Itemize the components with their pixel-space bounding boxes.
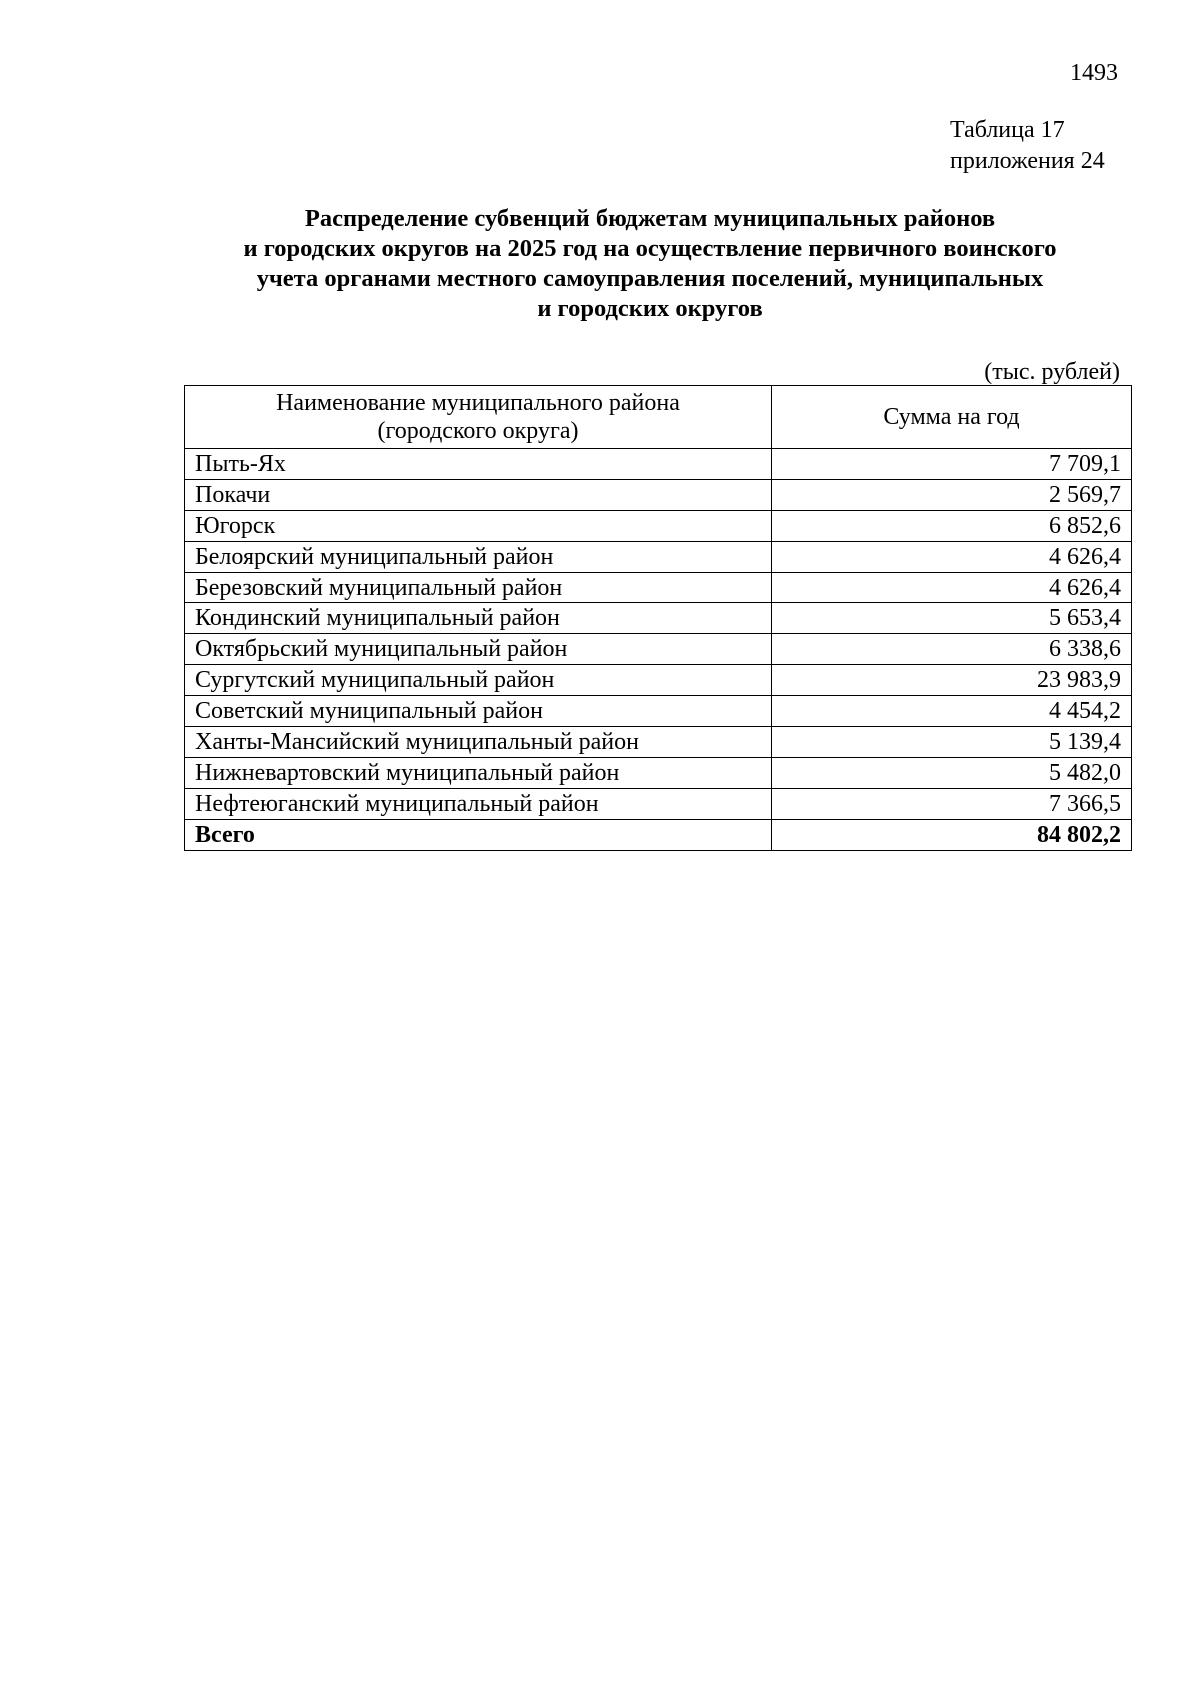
table-row (185, 696, 1132, 727)
table-row (185, 727, 1132, 758)
row-sum: 4 626,4 (772, 541, 1132, 572)
row-sum: 2 569,7 (772, 479, 1132, 510)
table-row (185, 449, 1132, 480)
header-name-column (185, 386, 772, 449)
row-name: Белоярский муниципальный район (185, 541, 772, 572)
document-title-line-1: Распределение субвенций бюджетам муниципальных районов (304, 205, 996, 232)
table-row (185, 603, 1132, 634)
row-name: Октябрьский муниципальный район (185, 634, 772, 665)
header-sum-column: Сумма на год (772, 386, 1132, 449)
row-name: Березовский муниципальный район (185, 572, 772, 603)
total-label: Всего (185, 819, 772, 850)
header-name-line-1: Наименование муниципального района (276, 390, 680, 416)
row-name: Сургутский муниципальный район (185, 665, 772, 696)
table-row (185, 510, 1132, 541)
table-row (185, 757, 1132, 788)
table-reference-line-2: приложения 24 (950, 148, 1105, 174)
total-row (185, 819, 1132, 850)
row-name: Нефтеюганский муниципальный район (185, 788, 772, 819)
units-label: (тыс. рублей) (984, 359, 1120, 385)
row-name: Югорск (185, 510, 772, 541)
row-sum: 23 983,9 (772, 665, 1132, 696)
table-row (185, 479, 1132, 510)
document-title (120, 204, 1180, 324)
row-name: Ханты-Мансийский муниципальный район (185, 727, 772, 758)
table-row (185, 572, 1132, 603)
row-name: Покачи (185, 479, 772, 510)
row-name: Кондинский муниципальный район (185, 603, 772, 634)
table-row (185, 541, 1132, 572)
total-sum: 84 802,2 (772, 819, 1132, 850)
table-reference (950, 115, 1105, 177)
table-row (185, 634, 1132, 665)
row-sum: 5 482,0 (772, 757, 1132, 788)
row-sum: 4 626,4 (772, 572, 1132, 603)
document-title-line-3: учета органами местного самоуправления поселений, муниципальных (256, 265, 1044, 292)
table-row (185, 788, 1132, 819)
row-name: Нижневартовский муниципальный район (185, 757, 772, 788)
subventions-table (184, 385, 1132, 851)
header-name-line-2: (городского округа) (377, 418, 579, 444)
row-sum: 5 139,4 (772, 727, 1132, 758)
page-number: 1493 (1070, 60, 1118, 86)
table-row (185, 665, 1132, 696)
row-sum: 7 366,5 (772, 788, 1132, 819)
row-sum: 6 338,6 (772, 634, 1132, 665)
row-name: Пыть-Ях (185, 449, 772, 480)
document-title-line-4: и городских округов (537, 295, 763, 322)
row-sum: 4 454,2 (772, 696, 1132, 727)
row-sum: 5 653,4 (772, 603, 1132, 634)
table-reference-line-1: Таблица 17 (950, 117, 1065, 143)
row-name: Советский муниципальный район (185, 696, 772, 727)
table-header-row (185, 386, 1132, 449)
document-title-line-2: и городских округов на 2025 год на осуществление первичного воинского (243, 235, 1057, 262)
row-sum: 6 852,6 (772, 510, 1132, 541)
row-sum: 7 709,1 (772, 449, 1132, 480)
